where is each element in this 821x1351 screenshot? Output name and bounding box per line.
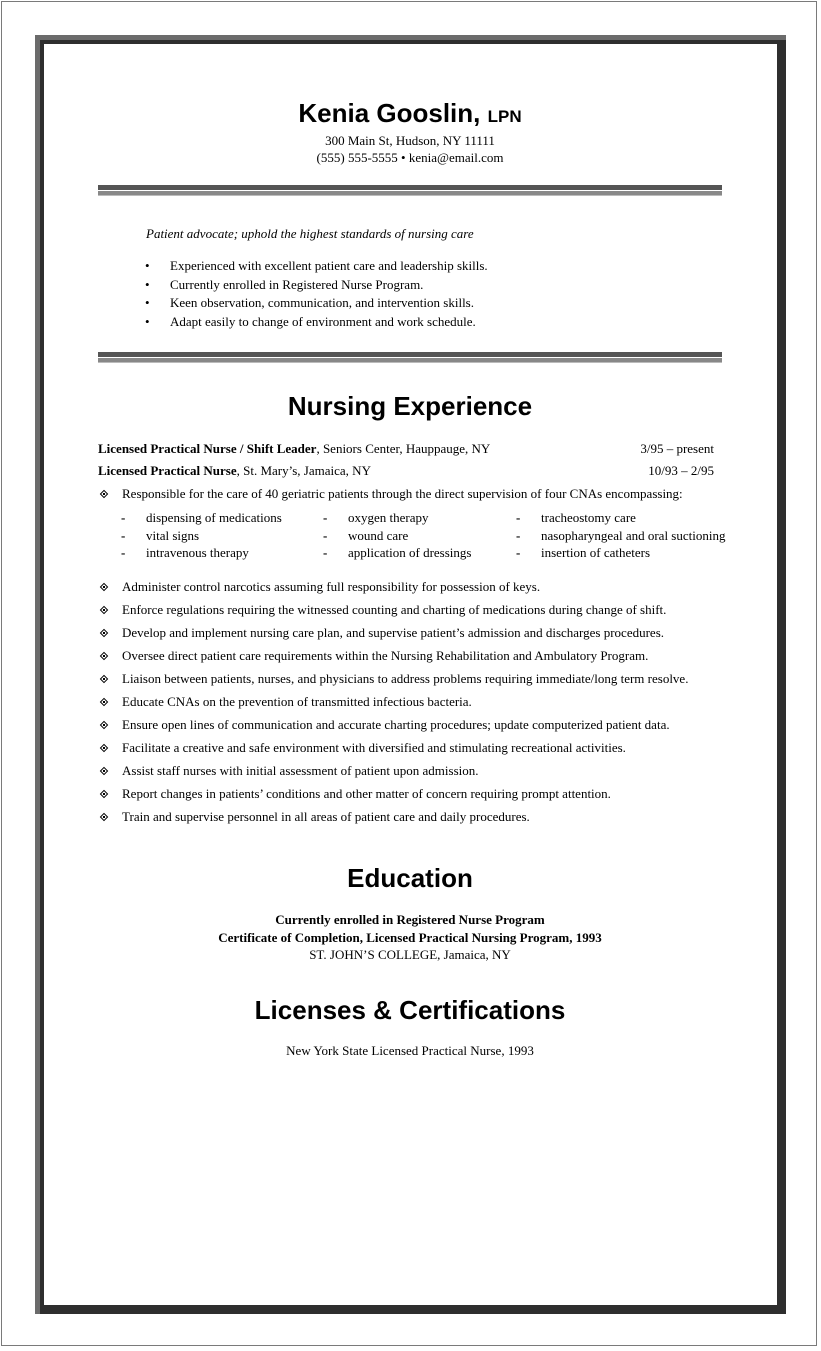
- section-title-licenses: Licenses & Certifications: [254, 995, 566, 1025]
- duty-item: dispensing of medications: [146, 510, 282, 525]
- dash-bullet-icon: -: [516, 545, 521, 560]
- responsibility-item: Ensure open lines of communication and accurate charting procedures; update computerized patient data.: [122, 717, 670, 732]
- diamond-bullet-icon: [99, 720, 109, 730]
- education-line-2: Certificate of Completion, Licensed Practical Nursing Program, 1993: [218, 930, 602, 945]
- responsibility-item: Enforce regulations requiring the witnessed counting and charting of medications during change of shift.: [122, 602, 667, 617]
- job-place: , Seniors Center, Hauppauge, NY: [316, 441, 491, 456]
- duty-item: oxygen therapy: [348, 510, 429, 525]
- diamond-bullet-icon: [99, 651, 109, 661]
- dash-bullet-icon: -: [323, 545, 328, 560]
- diamond-bullet-icon: [99, 743, 109, 753]
- dash-bullet-icon: -: [516, 510, 521, 525]
- duty-item: application of dressings: [348, 545, 472, 560]
- diamond-bullet-icon: [99, 812, 109, 822]
- name-text: Kenia Gooslin,: [298, 98, 481, 128]
- duty-item: tracheostomy care: [541, 510, 636, 525]
- duty-item: insertion of catheters: [541, 545, 651, 560]
- summary-item: Currently enrolled in Registered Nurse Program.: [170, 276, 424, 292]
- job-title-line: [98, 463, 371, 479]
- responsibility-item: Assist staff nurses with initial assessment of patient upon admission.: [122, 763, 479, 778]
- bullet-dot-icon: •: [145, 313, 150, 329]
- job-role: Licensed Practical Nurse / Shift Leader: [98, 441, 317, 456]
- address: 300 Main St, Hudson, NY 11111: [325, 133, 495, 148]
- job-dates: 10/93 – 2/95: [648, 463, 714, 478]
- diamond-bullet-icon: [99, 489, 109, 499]
- responsibility-item: Train and supervise personnel in all areas of patient care and daily procedures.: [122, 809, 530, 824]
- responsibility-item: Develop and implement nursing care plan, and supervise patient’s admission and discharges procedures.: [122, 625, 665, 640]
- diamond-bullet-icon: [99, 582, 109, 592]
- responsibility-item: Oversee direct patient care requirements within the Nursing Rehabilitation and Ambulatory Program.: [122, 648, 649, 663]
- diamond-bullet-icon: [99, 766, 109, 776]
- responsibility-intro: Responsible for the care of 40 geriatric patients through the direct supervision of four CNAs encompassing:: [122, 486, 683, 501]
- responsibility-item: Facilitate a creative and safe environment with diversified and stimulating recreational activities.: [122, 740, 626, 755]
- duty-item: vital signs: [146, 527, 200, 543]
- credential: LPN: [487, 107, 522, 126]
- dash-bullet-icon: -: [516, 527, 521, 543]
- job-dates: 3/95 – present: [640, 441, 714, 456]
- duty-item: nasopharyngeal and oral suctioning: [541, 527, 726, 543]
- bullet-dot-icon: •: [145, 258, 150, 273]
- responsibility-item: Educate CNAs on the prevention of transmitted infectious bacteria.: [122, 694, 472, 709]
- duty-item: wound care: [348, 527, 409, 543]
- dash-bullet-icon: -: [121, 545, 126, 560]
- summary-item: Keen observation, communication, and intervention skills.: [170, 295, 474, 310]
- responsibility-item: Administer control narcotics assuming full responsibility for possession of keys.: [122, 579, 541, 594]
- dash-bullet-icon: -: [121, 527, 126, 543]
- job-role: Licensed Practical Nurse: [98, 463, 237, 478]
- duty-item: intravenous therapy: [146, 545, 249, 560]
- dash-bullet-icon: -: [323, 527, 328, 543]
- diamond-bullet-icon: [99, 697, 109, 707]
- job-place: , St. Mary’s, Jamaica, NY: [236, 463, 371, 478]
- candidate-name: [98, 98, 722, 129]
- education-line-1: Currently enrolled in Registered Nurse Program: [275, 912, 545, 927]
- license-line: New York State Licensed Practical Nurse, 1993: [286, 1043, 534, 1058]
- section-title-education: Education: [347, 863, 473, 893]
- summary-item: Adapt easily to change of environment and work schedule.: [170, 313, 476, 329]
- job-title-line: [98, 441, 490, 457]
- education-school: ST. JOHN’S COLLEGE, Jamaica, NY: [309, 947, 511, 962]
- tagline: Patient advocate; uphold the highest standards of nursing care: [146, 226, 474, 241]
- diamond-bullet-icon: [99, 674, 109, 684]
- summary-item: Experienced with excellent patient care and leadership skills.: [170, 258, 488, 273]
- contact-info: (555) 555-5555 • kenia@email.com: [316, 150, 504, 165]
- bullet-dot-icon: •: [145, 295, 150, 310]
- diamond-bullet-icon: [99, 605, 109, 615]
- dash-bullet-icon: -: [323, 510, 328, 525]
- bullet-dot-icon: •: [145, 276, 150, 292]
- responsibility-item: Liaison between patients, nurses, and physicians to address problems requiring immediate/long term resolve.: [122, 671, 689, 686]
- diamond-bullet-icon: [99, 789, 109, 799]
- responsibility-item: Report changes in patients’ conditions and other matter of concern requiring prompt attention.: [122, 786, 611, 801]
- dash-bullet-icon: -: [121, 510, 126, 525]
- section-title-experience: Nursing Experience: [287, 391, 533, 421]
- diamond-bullet-icon: [99, 628, 109, 638]
